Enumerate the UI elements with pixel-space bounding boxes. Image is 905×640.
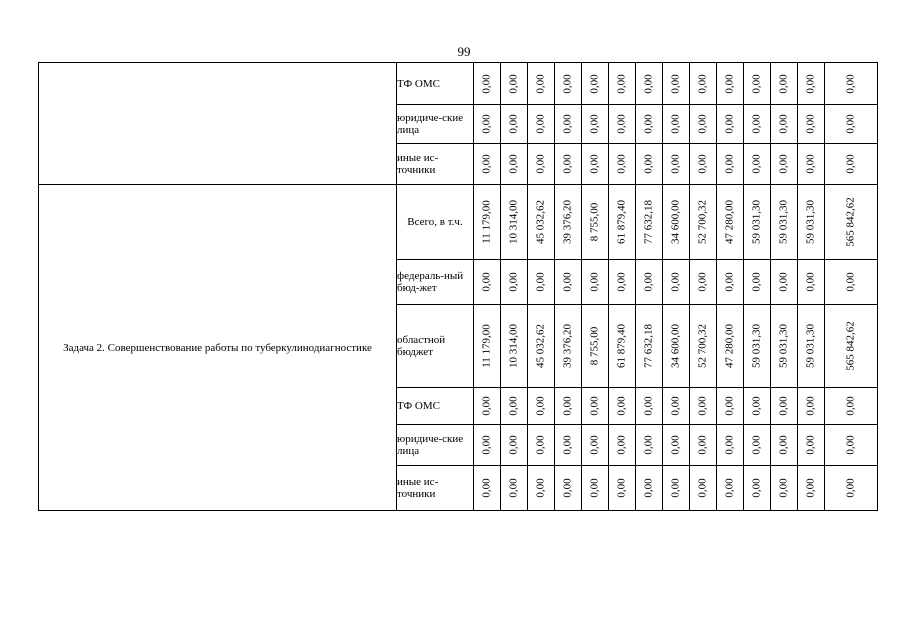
value-text: 0,00 — [669, 154, 682, 174]
value-text: 0,00 — [750, 396, 763, 416]
value-text: 77 632,18 — [642, 200, 655, 244]
value-text: 0,00 — [750, 435, 763, 455]
value-cell — [825, 105, 878, 144]
value-cell — [528, 260, 555, 305]
value-cell — [501, 185, 528, 260]
value-text: 0,00 — [804, 396, 817, 416]
value-cell — [555, 388, 582, 425]
value-text: 0,00 — [507, 478, 520, 498]
value-text: 0,00 — [696, 114, 709, 134]
value-text: 10 314,00 — [507, 200, 520, 244]
value-text: 0,00 — [804, 272, 817, 292]
value-cell — [528, 185, 555, 260]
value-cell — [555, 425, 582, 466]
value-cell — [825, 63, 878, 105]
value-text: 0,00 — [642, 435, 655, 455]
value-cell — [744, 260, 771, 305]
table-body — [39, 63, 878, 511]
value-text: 0,00 — [696, 396, 709, 416]
value-text: 77 632,18 — [642, 324, 655, 368]
value-cell — [501, 105, 528, 144]
value-cell — [771, 63, 798, 105]
value-text: 0,00 — [615, 272, 628, 292]
value-text: 0,00 — [723, 272, 736, 292]
value-cell — [825, 144, 878, 185]
value-cell — [636, 260, 663, 305]
value-cell — [528, 466, 555, 511]
value-text: 0,00 — [588, 396, 601, 416]
value-text: 0,00 — [669, 478, 682, 498]
value-text: 0,00 — [804, 435, 817, 455]
value-text: 0,00 — [561, 272, 574, 292]
value-cell — [501, 425, 528, 466]
value-cell — [582, 466, 609, 511]
value-text: 0,00 — [615, 154, 628, 174]
value-text: 0,00 — [844, 114, 857, 134]
value-cell — [636, 144, 663, 185]
value-cell — [771, 260, 798, 305]
value-cell — [717, 388, 744, 425]
value-cell — [609, 105, 636, 144]
value-cell — [528, 425, 555, 466]
value-text: 0,00 — [588, 73, 601, 94]
value-text: 0,00 — [642, 154, 655, 174]
value-text: 0,00 — [804, 154, 817, 174]
value-cell — [582, 144, 609, 185]
task-cell — [39, 63, 397, 185]
value-text: 0,00 — [642, 478, 655, 498]
value-text: 10 314,00 — [507, 324, 520, 368]
value-cell — [717, 185, 744, 260]
value-cell — [717, 144, 744, 185]
value-cell — [717, 105, 744, 144]
value-cell — [771, 466, 798, 511]
value-cell — [717, 260, 744, 305]
value-text: 0,00 — [804, 73, 817, 94]
value-cell — [690, 185, 717, 260]
value-cell — [582, 63, 609, 105]
value-text: 11 179,00 — [480, 324, 493, 368]
value-cell — [501, 144, 528, 185]
value-cell — [825, 260, 878, 305]
value-cell — [555, 466, 582, 511]
value-text: 0,00 — [696, 154, 709, 174]
value-cell — [609, 144, 636, 185]
value-text: 0,00 — [507, 154, 520, 174]
value-cell — [528, 305, 555, 388]
value-cell — [771, 105, 798, 144]
value-cell — [501, 260, 528, 305]
value-text: 52 700,32 — [696, 200, 709, 244]
value-text: 0,00 — [804, 114, 817, 134]
value-cell — [501, 388, 528, 425]
value-text: 0,00 — [507, 435, 520, 455]
value-text: 0,00 — [844, 478, 857, 498]
value-cell — [555, 144, 582, 185]
value-text: 0,00 — [534, 114, 547, 134]
value-cell — [582, 388, 609, 425]
value-cell — [744, 425, 771, 466]
value-cell — [582, 185, 609, 260]
value-cell — [690, 105, 717, 144]
value-text: 0,00 — [480, 154, 493, 174]
value-cell — [798, 388, 825, 425]
value-cell — [501, 63, 528, 105]
value-text: 0,00 — [534, 435, 547, 455]
value-cell — [798, 185, 825, 260]
value-cell — [582, 305, 609, 388]
value-text: 45 032,62 — [534, 324, 547, 368]
value-text: 52 700,32 — [696, 324, 709, 368]
value-cell — [609, 425, 636, 466]
value-text: 47 280,00 — [723, 200, 736, 244]
value-text: 0,00 — [588, 154, 601, 174]
value-text: 59 031,30 — [750, 200, 763, 244]
value-cell — [474, 185, 501, 260]
value-cell — [798, 144, 825, 185]
value-text: 0,00 — [696, 272, 709, 292]
value-text: 565 842,62 — [844, 197, 857, 247]
value-cell — [663, 305, 690, 388]
value-text: 0,00 — [777, 154, 790, 174]
value-text: 0,00 — [804, 478, 817, 498]
value-text: 0,00 — [534, 396, 547, 416]
value-cell — [636, 105, 663, 144]
value-text: 0,00 — [615, 396, 628, 416]
value-cell — [717, 63, 744, 105]
value-cell — [528, 144, 555, 185]
value-text: 0,00 — [844, 272, 857, 292]
value-cell — [798, 260, 825, 305]
value-cell — [636, 63, 663, 105]
value-cell — [474, 305, 501, 388]
value-text: 0,00 — [534, 73, 547, 94]
value-cell — [474, 425, 501, 466]
value-cell — [528, 63, 555, 105]
value-text: 39 376,20 — [561, 200, 574, 244]
funding-source-cell: Всего, в т.ч. — [397, 185, 474, 260]
value-cell — [663, 260, 690, 305]
value-cell — [717, 305, 744, 388]
value-text: 0,00 — [669, 396, 682, 416]
value-cell — [690, 466, 717, 511]
value-cell — [690, 305, 717, 388]
value-cell — [798, 466, 825, 511]
value-cell — [609, 466, 636, 511]
value-text: 0,00 — [507, 272, 520, 292]
value-text: 59 031,30 — [750, 324, 763, 368]
value-text: 0,00 — [723, 478, 736, 498]
value-text: 61 879,40 — [615, 324, 628, 368]
value-cell — [690, 425, 717, 466]
value-text: 0,00 — [642, 73, 655, 94]
value-text: 0,00 — [480, 396, 493, 416]
value-text: 0,00 — [480, 478, 493, 498]
value-text: 0,00 — [669, 114, 682, 134]
value-cell — [798, 425, 825, 466]
value-cell — [744, 105, 771, 144]
value-cell — [690, 63, 717, 105]
value-text: 0,00 — [507, 396, 520, 416]
value-text: 0,00 — [615, 73, 628, 94]
value-cell — [771, 144, 798, 185]
value-text: 34 600,00 — [669, 200, 682, 244]
value-text: 0,00 — [844, 435, 857, 455]
value-text: 0,00 — [777, 435, 790, 455]
value-text: 0,00 — [844, 154, 857, 174]
value-text: 565 842,62 — [844, 321, 857, 371]
funding-source-cell: юридиче-ские лица — [397, 425, 474, 466]
value-cell — [744, 388, 771, 425]
value-cell — [798, 305, 825, 388]
value-cell — [690, 260, 717, 305]
value-text: 0,00 — [615, 114, 628, 134]
value-cell — [474, 144, 501, 185]
value-text: 34 600,00 — [669, 324, 682, 368]
value-text: 0,00 — [534, 154, 547, 174]
value-cell — [528, 105, 555, 144]
value-text: 39 376,20 — [561, 324, 574, 368]
value-text: 61 879,40 — [615, 200, 628, 244]
value-text: 8 755,00 — [588, 326, 601, 366]
value-cell — [609, 260, 636, 305]
value-cell — [582, 425, 609, 466]
value-cell — [663, 105, 690, 144]
value-text: 59 031,30 — [804, 324, 817, 368]
value-text: 0,00 — [696, 435, 709, 455]
value-text: 0,00 — [561, 73, 574, 94]
value-cell — [609, 63, 636, 105]
value-cell — [771, 425, 798, 466]
value-text: 0,00 — [480, 272, 493, 292]
value-text: 0,00 — [615, 478, 628, 498]
value-text: 0,00 — [844, 396, 857, 416]
value-text: 0,00 — [723, 114, 736, 134]
value-text: 0,00 — [777, 396, 790, 416]
funding-source-cell: иные ис-точники — [397, 144, 474, 185]
value-text: 0,00 — [777, 478, 790, 498]
value-text: 0,00 — [750, 272, 763, 292]
value-cell — [501, 305, 528, 388]
value-text: 0,00 — [777, 114, 790, 134]
page-number: 99 — [457, 44, 471, 59]
value-text: 0,00 — [777, 272, 790, 292]
value-cell — [663, 144, 690, 185]
value-text: 0,00 — [750, 114, 763, 134]
value-cell — [663, 388, 690, 425]
value-text: 59 031,30 — [804, 200, 817, 244]
value-cell — [663, 425, 690, 466]
value-cell — [636, 425, 663, 466]
value-cell — [555, 305, 582, 388]
funding-source-cell: юридиче-ские лица — [397, 105, 474, 144]
value-text: 0,00 — [534, 478, 547, 498]
value-text: 0,00 — [480, 114, 493, 134]
value-text: 0,00 — [561, 154, 574, 174]
value-cell — [717, 466, 744, 511]
value-cell — [474, 388, 501, 425]
funding-source-cell: областной бюджет — [397, 305, 474, 388]
value-cell — [663, 466, 690, 511]
value-text: 0,00 — [642, 396, 655, 416]
value-cell — [717, 425, 744, 466]
value-cell — [555, 185, 582, 260]
value-cell — [744, 144, 771, 185]
value-text: 45 032,62 — [534, 200, 547, 244]
value-cell — [771, 388, 798, 425]
value-cell — [825, 466, 878, 511]
value-text: 0,00 — [723, 73, 736, 94]
value-text: 0,00 — [750, 154, 763, 174]
value-cell — [582, 105, 609, 144]
funding-source-cell: ТФ ОМС — [397, 63, 474, 105]
value-text: 0,00 — [561, 396, 574, 416]
value-text: 59 031,30 — [777, 324, 790, 368]
value-text: 0,00 — [615, 435, 628, 455]
value-cell — [474, 105, 501, 144]
value-cell — [636, 466, 663, 511]
value-text: 0,00 — [507, 114, 520, 134]
value-text: 0,00 — [561, 435, 574, 455]
value-cell — [636, 388, 663, 425]
value-text: 0,00 — [696, 73, 709, 94]
value-text: 0,00 — [642, 272, 655, 292]
funding-source-cell: федераль-ный бюд-жет — [397, 260, 474, 305]
value-text: 0,00 — [696, 478, 709, 498]
task-cell: Задача 2. Совершенствование работы по туберкулинодиагностике — [39, 185, 397, 511]
value-cell — [555, 105, 582, 144]
value-cell — [825, 305, 878, 388]
value-cell — [825, 185, 878, 260]
value-cell — [609, 388, 636, 425]
value-text: 59 031,30 — [777, 200, 790, 244]
value-cell — [636, 305, 663, 388]
value-text: 0,00 — [588, 114, 601, 134]
value-cell — [474, 260, 501, 305]
value-text: 0,00 — [669, 435, 682, 455]
value-cell — [771, 305, 798, 388]
value-cell — [474, 63, 501, 105]
value-cell — [690, 388, 717, 425]
value-text: 0,00 — [777, 73, 790, 94]
value-text: 0,00 — [480, 435, 493, 455]
value-text: 0,00 — [844, 73, 857, 94]
value-cell — [663, 185, 690, 260]
value-cell — [825, 388, 878, 425]
value-text: 47 280,00 — [723, 324, 736, 368]
value-text: 0,00 — [723, 154, 736, 174]
value-text: 0,00 — [669, 272, 682, 292]
value-text: 0,00 — [588, 478, 601, 498]
value-text: 0,00 — [750, 478, 763, 498]
value-text: 0,00 — [561, 114, 574, 134]
value-cell — [555, 260, 582, 305]
value-cell — [798, 105, 825, 144]
value-cell — [744, 63, 771, 105]
table-row — [39, 63, 878, 105]
value-cell — [528, 388, 555, 425]
value-text: 0,00 — [588, 272, 601, 292]
value-text: 0,00 — [588, 435, 601, 455]
funding-source-cell: ТФ ОМС — [397, 388, 474, 425]
value-text: 0,00 — [669, 73, 682, 94]
value-cell — [582, 260, 609, 305]
value-text: 0,00 — [723, 435, 736, 455]
value-cell — [825, 425, 878, 466]
value-text: 0,00 — [480, 73, 493, 94]
value-cell — [771, 185, 798, 260]
value-cell — [555, 63, 582, 105]
value-cell — [690, 144, 717, 185]
value-text: 0,00 — [642, 114, 655, 134]
value-cell — [798, 63, 825, 105]
value-text: 11 179,00 — [480, 200, 493, 244]
value-cell — [663, 63, 690, 105]
value-cell — [609, 185, 636, 260]
value-text: 0,00 — [750, 73, 763, 94]
table-row — [39, 185, 878, 260]
value-text: 0,00 — [534, 272, 547, 292]
budget-table — [38, 62, 878, 511]
value-cell — [744, 466, 771, 511]
value-cell — [474, 466, 501, 511]
value-text: 0,00 — [507, 73, 520, 94]
value-cell — [744, 185, 771, 260]
value-cell — [609, 305, 636, 388]
value-cell — [501, 466, 528, 511]
value-cell — [744, 305, 771, 388]
value-cell — [636, 185, 663, 260]
value-text: 0,00 — [723, 396, 736, 416]
value-text: 8 755,00 — [588, 202, 601, 242]
funding-source-cell: иные ис-точники — [397, 466, 474, 511]
value-text: 0,00 — [561, 478, 574, 498]
